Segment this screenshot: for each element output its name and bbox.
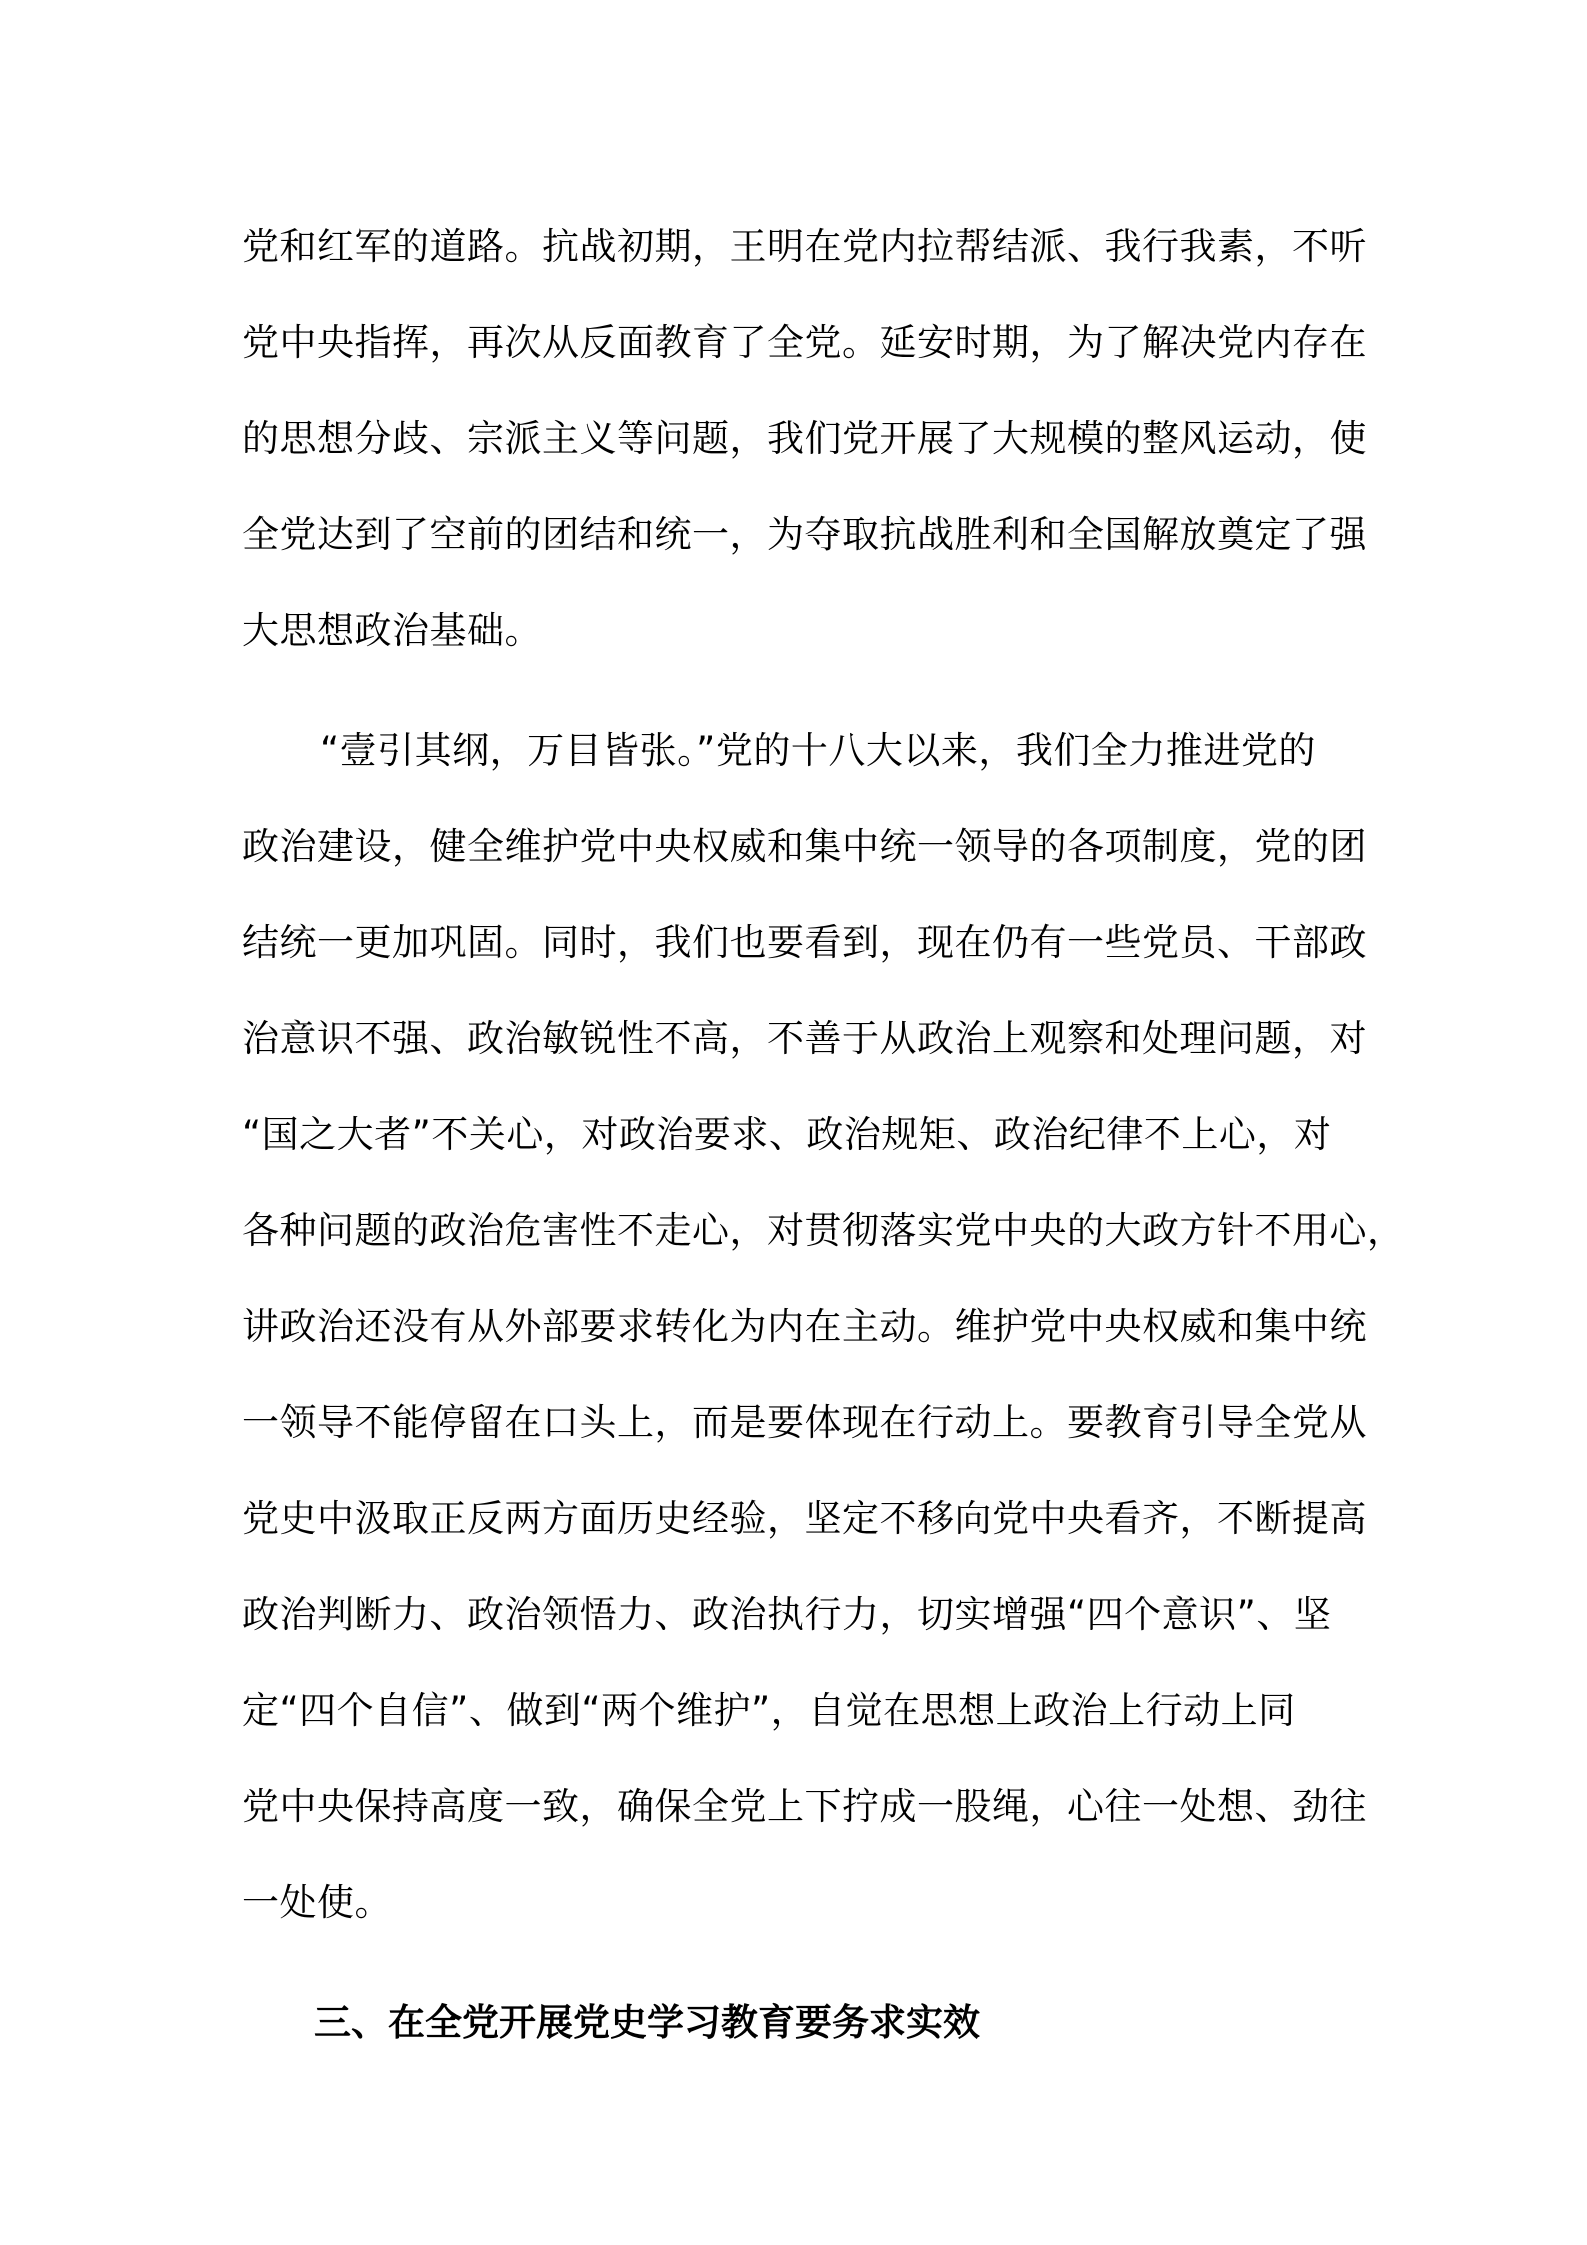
paragraph-1-line-5: 大思想政治基础。 <box>242 609 542 652</box>
paragraph-2-line-2: 政治建设，健全维护党中央权威和集中统一领导的各项制度，党的团 <box>242 825 1367 868</box>
paragraph-2-line-4: 治意识不强、政治敏锐性不高，不善于从政治上观察和处理问题，对 <box>242 1017 1367 1060</box>
paragraph-1-line-2: 党中央指挥，再次从反面教育了全党。延安时期，为了解决党内存在 <box>242 321 1367 364</box>
paragraph-2-line-12: 党中央保持高度一致，确保全党上下拧成一股绳，心往一处想、劲往 <box>242 1785 1367 1828</box>
paragraph-2-line-9: 党史中汲取正反两方面历史经验，坚定不移向党中央看齐，不断提高 <box>242 1497 1367 1540</box>
paragraph-1-line-1: 党和红军的道路。抗战初期，王明在党内拉帮结派、我行我素，不听 <box>242 225 1367 268</box>
paragraph-2-line-6: 各种问题的政治危害性不走心，对贯彻落实党中央的大政方针不用心， <box>242 1209 1405 1252</box>
paragraph-2-line-10: 政治判断力、政治领悟力、政治执行力，切实增强“四个意识”、坚 <box>242 1593 1332 1636</box>
paragraph-2-line-8: 一领导不能停留在口头上，而是要体现在行动上。要教育引导全党从 <box>242 1401 1367 1444</box>
paragraph-1-line-4: 全党达到了空前的团结和统一，为夺取抗战胜利和全国解放奠定了强 <box>242 513 1367 556</box>
paragraph-2-line-11: 定“四个自信”、做到“两个维护”，自觉在思想上政治上行动上同 <box>242 1689 1296 1732</box>
section-heading: 三、在全党开展党史学习教育要务求实效 <box>314 2001 980 2044</box>
paragraph-2-line-1: “壹引其纲，万目皆张。”党的十八大以来，我们全力推进党的 <box>320 729 1316 772</box>
paragraph-2-line-13: 一处使。 <box>242 1881 392 1924</box>
paragraph-2-line-5: “国之大者”不关心，对政治要求、政治规矩、政治纪律不上心，对 <box>242 1113 1332 1156</box>
paragraph-2-line-3: 结统一更加巩固。同时，我们也要看到，现在仍有一些党员、干部政 <box>242 921 1367 964</box>
paragraph-2-line-7: 讲政治还没有从外部要求转化为内在主动。维护党中央权威和集中统 <box>242 1305 1367 1348</box>
paragraph-1-line-3: 的思想分歧、宗派主义等问题，我们党开展了大规模的整风运动，使 <box>242 417 1367 460</box>
